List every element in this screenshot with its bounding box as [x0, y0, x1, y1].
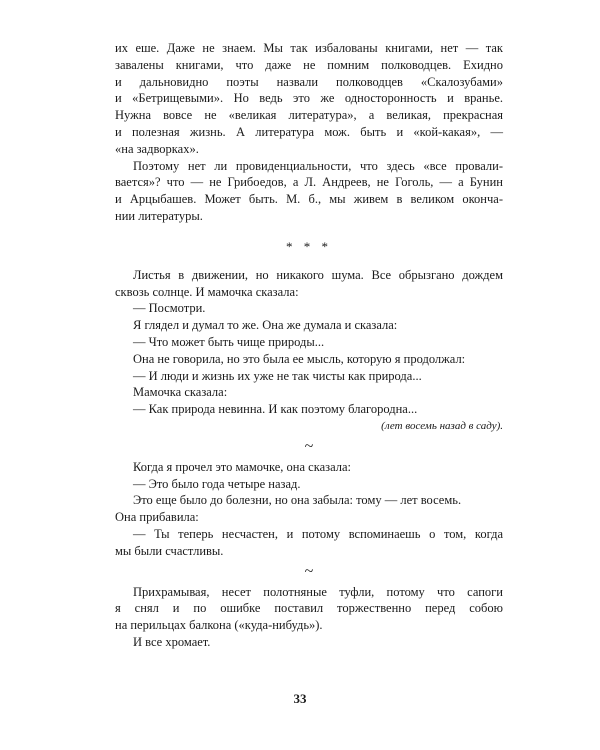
text-line: и полезная жизнь. А литература мож. быть и «кой-какая», —	[115, 124, 503, 139]
text-line: Она не говорила, но это была ее мысль, которую я продолжал:	[133, 351, 466, 366]
text-line: — Что может быть чище природы...	[133, 334, 325, 349]
text-line: — И люди и жизнь их уже не так чисты как природа...	[133, 368, 422, 383]
section-limping	[115, 584, 503, 651]
paragraph-literature	[115, 40, 503, 158]
section-leaves	[115, 267, 503, 435]
text-line: на перильцах балкона («куда-нибудь»).	[115, 618, 323, 633]
text-line: И все хромает.	[133, 634, 211, 649]
date-note: (лет восемь назад в саду).	[381, 419, 503, 432]
text-line: Это еще было до болезни, но она забыла: тому — лет восемь.	[133, 493, 462, 508]
text-line: нии литературы.	[115, 208, 203, 223]
text-line: «на задворках».	[115, 141, 199, 156]
text-line: Мамочка сказала:	[133, 385, 228, 400]
page-text	[115, 40, 503, 651]
text-line: вается»? что — не Грибоедов, а Л. Андреев, не Гоголь, — а Бунин	[115, 175, 503, 190]
text-line: завалены книгами, что даже не помним полководцев. Ехидно	[115, 57, 503, 72]
section-divider-stars: * * *	[286, 238, 332, 254]
text-line: Она прибавила:	[115, 510, 199, 525]
section-mother	[115, 459, 503, 560]
text-line: — Посмотри.	[133, 301, 206, 316]
text-line: Когда я прочел это мамочке, она сказала:	[133, 459, 351, 474]
text-line: Поэтому нет ли провиденциальности, что здесь «все провали-	[133, 158, 503, 173]
paragraph-providence	[115, 158, 503, 225]
text-line: мы были счастливы.	[115, 543, 224, 558]
text-line: — Это было года четыре назад.	[133, 476, 301, 491]
text-line: их еше. Даже не знаем. Мы так избалованы книгами, нет — так	[115, 41, 503, 55]
page-number: 33	[293, 691, 307, 706]
text-line: я снял и по ошибке поставил торжественно перед собою	[115, 601, 503, 616]
text-line: Листья в движении, но никакого шума. Все обрызгано дождем	[133, 267, 503, 282]
text-line: Нужна вовсе не «великая литература», а великая, прекрасная	[115, 108, 503, 123]
text-line: Прихрамывая, несет полотняные туфли, потому что сапоги	[133, 584, 503, 599]
text-line: и Арцыбашев. Может быть. М. б., мы живем в великом оконча-	[115, 192, 503, 207]
text-line: — Ты теперь несчастен, и потому вспоминаешь о том, когда	[133, 526, 503, 541]
text-line: сквозь солнце. И мамочка сказала:	[115, 284, 299, 299]
text-line: и «Бетрищевыми». Но ведь это же односторонность и вранье.	[115, 91, 503, 106]
text-line: Я глядел и думал то же. Она же думала и сказала:	[133, 318, 398, 333]
text-line: — Как природа невинна. И как поэтому благородна...	[133, 402, 418, 417]
text-line: и дальновидно поэты назвали полководцев «Скалозубами»	[115, 74, 503, 89]
tilde-divider: ~	[304, 562, 314, 580]
tilde-divider: ~	[304, 437, 314, 455]
